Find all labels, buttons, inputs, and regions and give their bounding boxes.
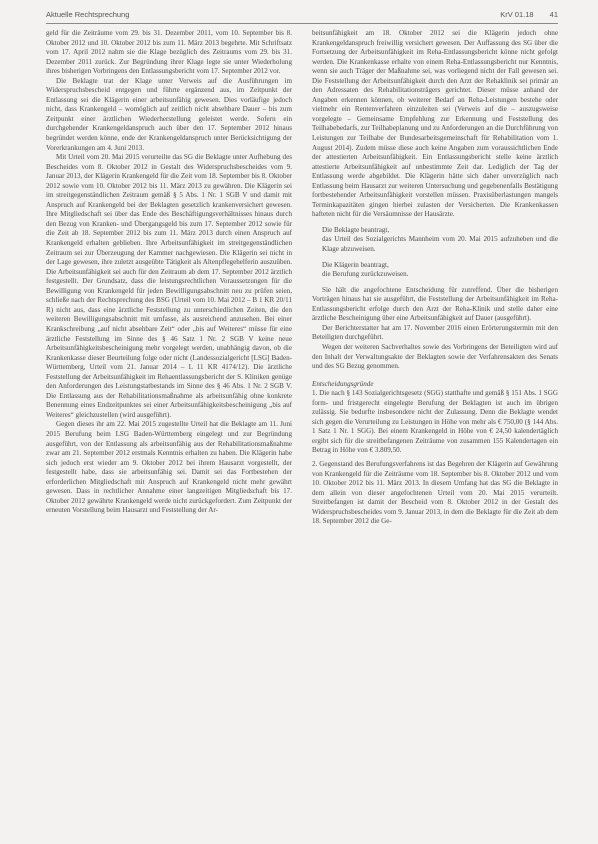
paragraph: 2. Gegenstand des Berufungsverfahrens ist das Begehren der Klägerin auf Gewährung von Krankengeld für die Zeiträume vom 18. September bis 8. Oktober 2012 und vom 10. Oktober 2012 bis 11. März 2013. In diesem Umfang hat das SG die Beklagte in dem allein von dieser angefochtenen Urteil vom 20. Mai 2015 verurteilt. Streitbefangen ist damit der Bescheid vom 8. Oktober 2012 in der Gestalt des Widerspruchsbescheides vom 9. Januar 2013, in dem die Beklagte für die Zeit ab dem 18. September 2012 die Ge- [312,459,558,526]
right-column [312,29,558,839]
motion-intro: Die Klägerin beantragt, [322,260,389,269]
paragraph: 1. Die nach § 143 Sozialgerichtsgesetz (SGG) statthafte und gemäß § 151 Abs. 1 SGG form- und fristgerecht eingelegte Berufung der Beklagten ist auch im übrigen zulässig. Sie bedurfte insbesondere nicht der Zulassung. Denn die Beklagte wendet sich gegen die Verurteilung zu Leistungen in Höhe von mehr als € 750,00 (§ 144 Abs. 1 Satz 1 Nr. 1 SGG). Bei einem Krankengeld in Höhe von € 24,50 kalendertäglich ergibt sich für die streitbefangenen Zeiträume von zusammen 155 Kalendertagen ein Betrag in Höhe von € 3.809,50. [312,389,558,455]
header-rule [46,23,558,24]
section-title: Aktuelle Rechtsprechung [46,10,130,19]
paragraph: Der Berichterstatter hat am 17. November 2016 einen Erörterungstermin mit den Beteiligten durchgeführt. [312,323,558,342]
page-number: 41 [549,10,558,19]
paragraph: geld für die Zeiträume vom 29. bis 31. Dezember 2011, vom 10. September bis 8. Oktober 2012 und 10. Oktober 2012 bis zum 11. März 2013 begehrte. Mit Schriftsatz vom 17. April 2012 nahm sie die Klage bezüglich des Zeitraums vom 29. bis 31. Dezember 2011 zurück. Zur Begründung ihrer Klage legte sie unter Wiederholung ihres bisherigen Vorbringens den Entlassungsbericht vom 17. September 2012 vor. [46,29,292,76]
paragraph: Mit Urteil vom 20. Mai 2015 verurteilte das SG die Beklagte unter Aufhebung des Bescheides vom 8. Oktober 2012 in Gestalt des Widerspruchsbescheides vom 9. Januar 2013, der Klägerin Krankengeld für die Zeit vom 18. September bis 8. Oktober 2012 sowie vom 10. Oktober 2012 bis 11. März 2013 zu gewähren. Die Klägerin sei im streitgegenständlichen Zeitraum gemäß § 5 Abs. 1 Nr. 1 SGB V und damit mit Anspruch auf Krankengeld bei der Beklagten gesetzlich krankenversichert gewesen. Ihre Mitgliedschaft sei über das Ende des Beschäftigungsverhältnisses hinaus durch den Bezug von Kranken- und Übergangsgeld bis zum 17. September 2012 sowie für die Zeit ab 18. September 2012 bis zum 11. März 2013 durch einen Anspruch auf Krankengeld erhalten geblieben. Ihre Arbeitsunfähigkeit im streitgegenständlichen Zeitraum sei zur Überzeugung der Kammer nachgewiesen. Die Klägerin sei nicht in der Lage gewesen, ihre zuletzt ausgeübte Tätigkeit als Altenpflegehelferin auszuüben. Die Arbeitsunfähigkeit sei auch für den Zeitraum ab dem 17. September 2012 ärztlich festgestellt. Der Grundsatz, dass die leistungsrechtlichen Voraussetzungen für die Bewilligung von Krankengeld für jeden Bewilligungsabschnitt neu zu prüfen seien, schließe nach der Rechtsprechung des BSG (Urteil vom 10. Mai 2012 – B 1 KR 20/11 R) nicht aus, dass eine ärztliche Feststellung zu unterschiedlichen Zeiten, die den weiteren Bewilligungsabschnitt mit umfasse, als ausreichend anzusehen. Bei einer Krankschreibung „auf nicht absehbare Zeit“ oder „bis auf Weiteres“ müsse für eine ärztliche Feststellung im Sinne des § 46 Satz 1 Nr. 2 SGB V keine neue Arbeitsunfähigkeitsbescheinigung mehr vorgelegt werden, unabhängig davon, ob die Krankenkasse dieser Beurteilung folge oder nicht (Landessozialgericht [LSG] Baden-Württemberg, Urteil vom 21. Januar 2014 – L 11 KR 4174/12). Die ärztliche Feststellung der Arbeitsunfähigkeit im Rehaentlassungsbericht der S. Kliniken genüge den Anforderungen des Leistungstatbestands im Sinne des § 46 Abs. 1 Nr. 2 SGB V. Die Entlassung aus der Rehabilitationsmaßnahme als arbeitsunfähig ohne konkrete Benennung eines Endzeitpunktes sei einer Arbeitsunfähigkeitsbescheinigung „bis auf Weiteres“ gleichzustellen (wird ausgeführt). [46,153,292,419]
journal-issue: KrV 01.18 [500,10,534,19]
left-column [46,29,292,839]
paragraph: Gegen dieses ihr am 22. Mai 2015 zugestellte Urteil hat die Beklagte am 11. Juni 2015 Berufung beim LSG Baden-Württemberg eingelegt und zur Begründung ausgeführt, von der Entlassung als arbeitsunfähig aus der Rehabilitationsmaßnahme zwar am 21. September 2012 erstmals Kenntnis erhalten zu haben. Die Klägerin habe sich jedoch erst wieder am 9. Oktober 2012 bei ihrem Hausarzt vorgestellt, der festgestellt habe, dass sie arbeitsunfähig sei. Damit sei das Fortbestehen der erforderlichen Mitgliedschaft mit Anspruch auf Krankengeld nicht mehr gewährt gewesen. Dass in rechtlicher Annahme einer langzeitigen Mitgliedschaft bis 17. Oktober 2012 gewährte Krankengeld werde nicht zurückgefordert. Zum Zeitpunkt der erneuten Vorstellung beim Hausarzt und Feststellung der Ar- [46,420,292,515]
section-heading: Entscheidungsgründe [312,379,374,388]
paragraph: Sie hält die angefochtene Entscheidung für zutreffend. Über die bisherigen Vorträgen hinaus hat sie ausgeführt, die Feststellung der Arbeitsunfähigkeit im Reha-Entlassungsbericht erfolge durch den Arzt der Reha-Klinik und stelle daher eine ärztliche Bescheinigung über eine Arbeitsunfähigkeit auf Dauer (ausgeführt). [312,285,558,323]
journal-page-info [486,10,558,19]
motion-text: das Urteil des Sozialgerichts Mannheim vom 20. Mai 2015 aufzuheben und die Klage abzuweisen. [322,235,558,254]
paragraph: beitsunfähigkeit am 18. Oktober 2012 sei die Klägerin jedoch ohne Krankengeldanspruch freiwillig versichert gewesen. Der Auffassung des SG über die Fortsetzung der Arbeitsunfähigkeit im Reha-Entlassungsbericht könne nicht gefolgt werden. Die Krankenkasse erhalte von einem Reha-Entlassungsbericht nur Kenntnis, wenn sie auch Träger der Maßnahme sei, was vorliegend nicht der Fall gewesen sei. Die Feststellung der Arbeitsunfähigkeit durch den Arzt der Rehaklinik sei primär an den Adressaten des Rehabilitationsträgers gerichtet. Dieser müsse anhand der Angaben erkennen können, ob weiterer Bedarf an Reha-Leistungen bestehe oder vielmehr ein Rentenverfahren einzuleiten sei (Verweis auf die – auszugsweise vorgelegte – Gemeinsame Empfehlung zur Erkennung und Feststellung des Teilhabebedarfs, zur Teilhabeplanung und zu Anforderungen an die Durchführung von Leistungen zur Teilhabe der Bundesarbeitsgemeinschaft für Rehabilitation vom 1. August 2014). Zudem müsse diese auch keine Angaben zum voraussichtlichen Ende der attestierten Arbeitsunfähigkeit. Ein Entlassungsbericht stelle keine ärztlich attestierte Arbeitsunfähigkeit auf unbestimmte Zeit dar. Lediglich der Tag der Entlassung werde abgebildet. Die Klägerin hätte sich daher unverzüglich nach Entlassung beim Hausarzt zur weiteren Untersuchung und gegebenenfalls Bestätigung fortbestehender Arbeitsunfähigkeit vorstellen müssen. Praxisüberlastungen mangels Terminkapazitäten gingen hierbei zulasten der Versicherten. Die Krankenkassen hafteten nicht für die Versäumnisse der Hausärzte. [312,29,558,219]
paragraph: Wegen der weiteren Sachverhaltes sowie des Vorbringens der Beteiligten wird auf den Inhalt der Verwaltungsakte der Beklagten sowie der Verfahrensakten des Senats und des SG Bezug genommen. [312,342,558,371]
running-header [46,10,558,22]
motion-text: die Berufung zurückzuweisen. [322,270,409,279]
motion-intro: Die Beklagte beantragt, [322,225,390,234]
paragraph: Die Beklagte trat der Klage unter Verweis auf die Ausführungen im Widerspruchsbescheid entgegen und führte ergänzend aus, im Zeitpunkt der Entlassung sei die Klägerin einer arbeitsunfähig gewesen. Dies vorläufige jedoch nicht, dass Krankengeld – womöglich auf zeitlich nicht absehbare Dauer – bis zum Zeitpunkt einer ärztlichen Wiederherstellung geleistet werde. Sofern ein durchgehender Krankengeldanspruch auch über den 17. September 2012 hinaus begründet werden könne, ende der Krankengeldanspruch unter Berücksichtigung der Vorerkrankungen am 4. Juni 2013. [46,76,292,152]
